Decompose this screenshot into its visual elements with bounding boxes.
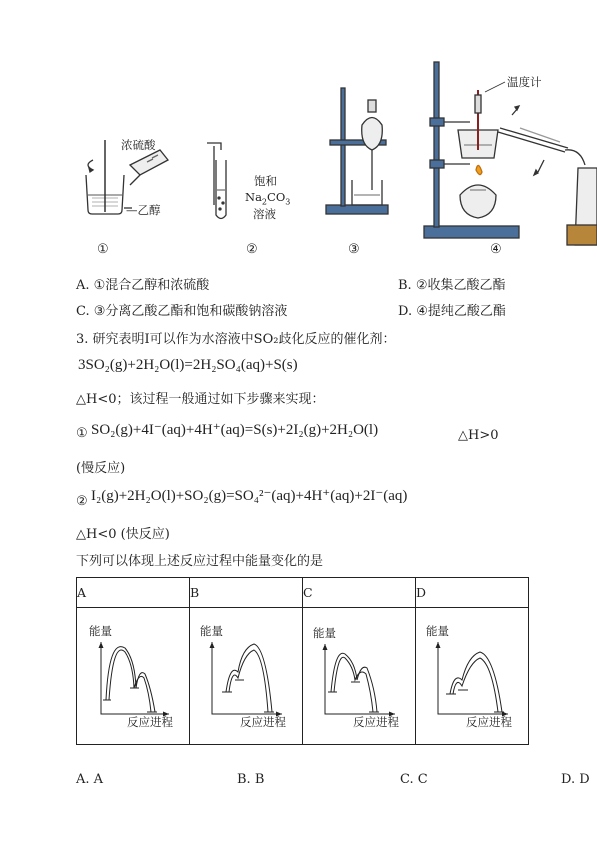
answer-c[interactable]: C. C [400, 772, 428, 787]
label-conc-sulfuric-acid: 浓硫酸 [121, 138, 156, 152]
graph-a-curve [77, 608, 197, 744]
option-q2-a[interactable]: A. ①混合乙醇和浓硫酸 [76, 278, 210, 293]
q3-main-equation: 3SO₂(g)+2H₂O(l)=2H₂SO₄(aq)+S(s) [78, 357, 298, 373]
co-text: CO [267, 190, 286, 204]
option-q2-d[interactable]: D. ④提纯乙酸乙酯 [398, 304, 506, 319]
q3-step1-dh: △H>0 [458, 428, 499, 443]
energy-graph-c [303, 608, 416, 745]
figure-number-2: ② [246, 242, 258, 257]
label-solution: 溶液 [253, 207, 276, 221]
graph-a-ylabel: 能量 [89, 624, 112, 638]
option-q2-b[interactable]: B. ②收集乙酸乙酯 [398, 278, 506, 293]
separatory-funnel-stand [326, 88, 388, 214]
graph-d-curve [416, 608, 536, 744]
test-tube [207, 143, 226, 219]
q3-stem: 3. 研究表明I可以作为水溶液中SO₂歧化反应的催化剂： [76, 332, 396, 347]
co-sub: 3 [285, 197, 291, 207]
graph-c-curve [303, 608, 423, 744]
answer-d[interactable]: D. D [561, 772, 590, 787]
energy-graph-a [77, 608, 190, 745]
table-header-c: C [303, 578, 416, 608]
graph-b-xlabel: 反应进程 [240, 715, 286, 729]
label-ethanol: —乙醇 [126, 203, 161, 217]
q3-step2-dh: △H<0 (快反应) [76, 527, 170, 542]
table-header-a: A [77, 578, 190, 608]
table-header-d: D [416, 578, 529, 608]
figure-number-4: ④ [490, 242, 502, 257]
label-na2co3 [245, 190, 290, 206]
graph-d-xlabel: 反应进程 [466, 715, 512, 729]
energy-diagram-table [76, 577, 529, 745]
q3-step1-number: ① [76, 426, 88, 441]
figure-number-1: ① [97, 242, 109, 257]
label-ethanol-text: 乙醇 [137, 203, 161, 217]
graph-a-xlabel: 反应进程 [127, 715, 173, 729]
graph-d-ylabel: 能量 [426, 624, 449, 638]
energy-graph-b [190, 608, 303, 745]
na-sub: 2 [261, 197, 268, 207]
q3-dh-line: △H<0；该过程一般通过如下步骤来实现： [76, 392, 325, 407]
graph-b-curve [190, 608, 310, 744]
figure-number-3: ③ [348, 242, 360, 257]
energy-graph-d [416, 608, 529, 745]
na-text: Na [245, 190, 262, 204]
graph-b-ylabel: 能量 [200, 624, 223, 638]
q3-step2-equation: I₂(g)+2H₂O(l)+SO₂(g)=SO₄²⁻(aq)+4H⁺(aq)+2I⁻(aq) [91, 488, 408, 504]
answer-a[interactable]: A. A [76, 772, 104, 787]
table-header-b: B [190, 578, 303, 608]
option-q2-c[interactable]: C. ③分离乙酸乙酯和饱和碳酸钠溶液 [76, 304, 288, 319]
graph-c-xlabel: 反应进程 [353, 715, 399, 729]
graph-c-ylabel: 能量 [313, 626, 336, 640]
q3-step2-number: ② [76, 494, 88, 509]
q3-step1-equation: SO₂(g)+4I⁻(aq)+4H⁺(aq)=S(s)+2I₂(g)+2H₂O(l) [91, 422, 379, 438]
label-thermometer: 温度计 [507, 75, 542, 89]
answer-b[interactable]: B. B [237, 772, 265, 787]
q3-question: 下列可以体现上述反应过程中能量变化的是 [76, 554, 324, 569]
q3-step1-note: (慢反应) [76, 461, 126, 476]
label-saturated: 饱和 [254, 174, 277, 188]
